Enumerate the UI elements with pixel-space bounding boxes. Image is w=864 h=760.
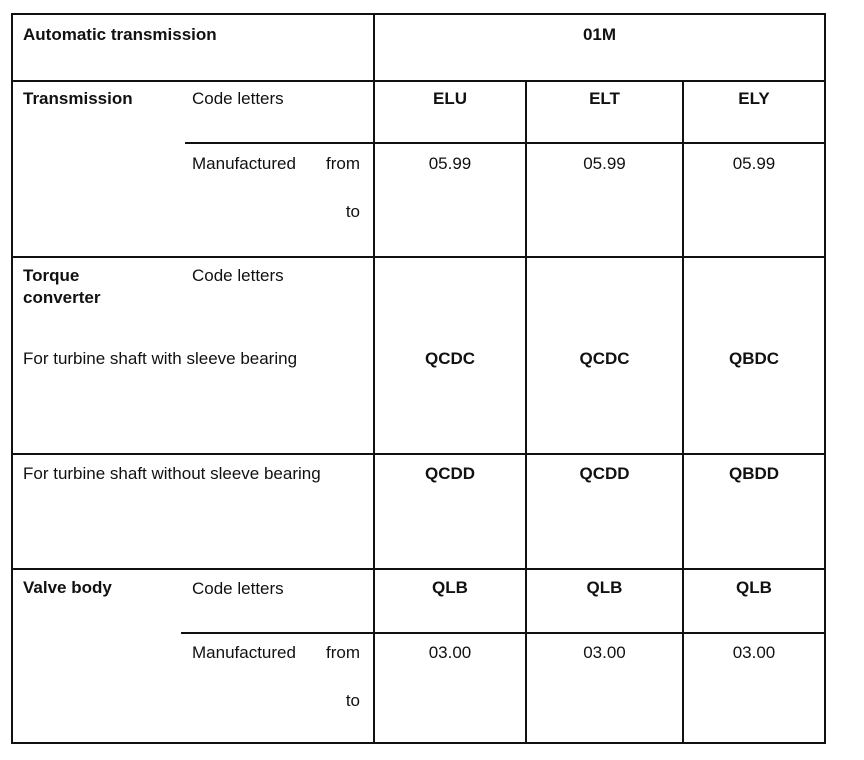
torque-converter-title-line2: converter xyxy=(23,288,101,307)
valve-body-code: QLB xyxy=(736,578,772,597)
valve-body-from-value: 03.00 xyxy=(428,643,472,662)
row-divider-transmission xyxy=(11,256,826,258)
table-border-right xyxy=(824,13,826,744)
valve-body-from-value: 03.00 xyxy=(732,643,776,662)
without-sleeve-bearing-label: For turbine shaft without sleeve bearing xyxy=(23,464,321,483)
row-divider-torque-converter xyxy=(11,453,826,455)
column-divider-main xyxy=(373,13,375,744)
valve-body-from-value: 03.00 xyxy=(583,643,626,662)
without-sleeve-code: QCDD xyxy=(424,464,476,483)
valve-body-to-label: to xyxy=(345,691,360,710)
header-label: Automatic transmission xyxy=(23,25,217,44)
transmission-code: ELU xyxy=(433,89,467,108)
transmission-from-label: from xyxy=(326,154,360,173)
transmission-code: ELY xyxy=(738,89,770,108)
row-divider-sleeve xyxy=(11,568,826,570)
valve-body-code: QLB xyxy=(586,578,623,597)
with-sleeve-code: QCDC xyxy=(424,349,476,368)
valve-body-manufactured-label: Manufactured xyxy=(192,643,296,662)
row-divider-header xyxy=(11,80,826,82)
valve-body-title: Valve body xyxy=(23,578,112,597)
table-border-top xyxy=(11,13,826,15)
table-border-bottom xyxy=(11,742,826,744)
header-value: 01M xyxy=(582,25,617,44)
without-sleeve-code: QCDD xyxy=(579,464,630,483)
valve-body-code: QLB xyxy=(432,578,468,597)
transmission-code-letters-label: Code letters xyxy=(192,89,284,108)
transmission-manufactured-label: Manufactured xyxy=(192,154,296,173)
transmission-from-value: 05.99 xyxy=(428,154,472,173)
with-sleeve-code: QCDC xyxy=(579,349,630,368)
valve-body-from-label: from xyxy=(326,643,360,662)
table-border-left xyxy=(11,13,13,744)
valve-body-code-letters-label: Code letters xyxy=(192,579,284,598)
row-divider-valve-inner xyxy=(181,632,826,634)
with-sleeve-bearing-label: For turbine shaft with sleeve bearing xyxy=(23,349,298,368)
transmission-from-value: 05.99 xyxy=(732,154,776,173)
transmission-from-value: 05.99 xyxy=(583,154,626,173)
without-sleeve-code: QBDD xyxy=(728,464,780,483)
row-divider-transmission-inner xyxy=(185,142,826,144)
torque-converter-code-letters-label: Code letters xyxy=(192,266,284,285)
transmission-code: ELT xyxy=(589,89,620,108)
transmission-title: Transmission xyxy=(23,89,133,108)
with-sleeve-code: QBDC xyxy=(728,349,780,368)
transmission-to-label: to xyxy=(345,202,360,221)
torque-converter-title-line1: Torque xyxy=(23,266,80,285)
